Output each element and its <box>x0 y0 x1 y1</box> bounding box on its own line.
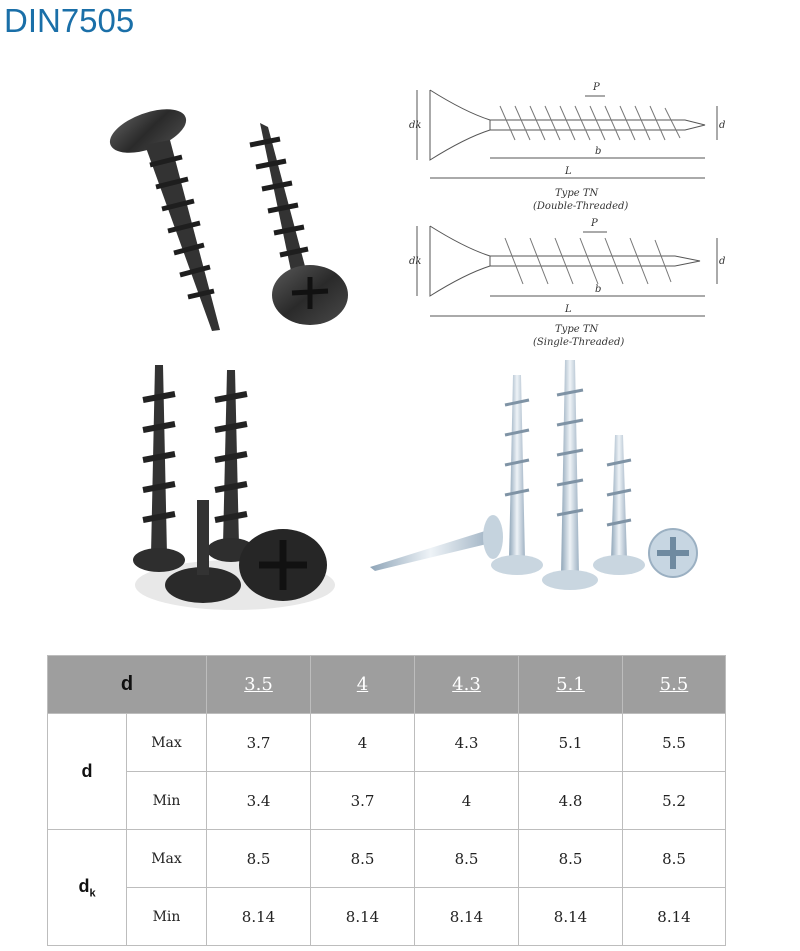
table-cell: 8.14 <box>311 888 415 946</box>
table-cell: 8.14 <box>415 888 519 946</box>
table-corner-header: d <box>48 656 207 714</box>
page-title: DIN7505 <box>4 2 135 39</box>
table-cell: 8.5 <box>623 830 726 888</box>
thread-length-label: b <box>595 284 602 295</box>
table-cell: 8.14 <box>623 888 726 946</box>
technical-drawings <box>405 78 725 353</box>
total-length-label: L <box>565 166 572 177</box>
black-screws-photo <box>100 95 390 345</box>
row-group-label: d <box>48 714 127 830</box>
row-group-label-main: d <box>78 875 90 896</box>
thread-diameter-label: d <box>719 120 725 131</box>
row-label: Min <box>127 888 207 946</box>
table-cell: 8.5 <box>311 830 415 888</box>
table-cell: 4 <box>415 772 519 830</box>
thread-length-label: b <box>595 146 602 157</box>
row-group-label-sub: k <box>89 887 96 900</box>
size-header: 5.5 <box>623 656 726 714</box>
table-cell: 8.5 <box>519 830 623 888</box>
table-header-row <box>48 656 726 714</box>
size-header: 5.1 <box>519 656 623 714</box>
table-cell: 5.1 <box>519 714 623 772</box>
row-label: Max <box>127 714 207 772</box>
table-cell: 8.14 <box>519 888 623 946</box>
row-group-label <box>48 830 127 946</box>
table-cell: 8.14 <box>207 888 311 946</box>
table-cell: 8.5 <box>415 830 519 888</box>
drawing-caption-2: (Single-Threaded) <box>533 337 625 348</box>
table-cell: 4.8 <box>519 772 623 830</box>
zinc-screws-photo <box>365 355 720 595</box>
drawing-caption-2: (Double-Threaded) <box>533 201 629 212</box>
table-cell: 3.7 <box>311 772 415 830</box>
row-label: Min <box>127 772 207 830</box>
table-cell: 3.4 <box>207 772 311 830</box>
table-row <box>48 772 726 830</box>
drawing-caption-1: Type TN <box>555 324 599 335</box>
thread-diameter-label: d <box>719 256 725 267</box>
table-row <box>48 714 726 772</box>
table-cell: 4 <box>311 714 415 772</box>
head-diameter-label: dk <box>409 120 422 131</box>
pitch-label: P <box>593 82 600 93</box>
size-header: 4.3 <box>415 656 519 714</box>
head-diameter-label: dk <box>409 256 422 267</box>
row-label: Max <box>127 830 207 888</box>
spec-table <box>47 655 726 946</box>
table-cell: 8.5 <box>207 830 311 888</box>
size-header: 4 <box>311 656 415 714</box>
drawing-caption-1: Type TN <box>555 188 599 199</box>
table-cell: 3.7 <box>207 714 311 772</box>
table-cell: 5.5 <box>623 714 726 772</box>
black-screws-standing-photo <box>125 360 345 620</box>
pitch-label: P <box>591 218 598 229</box>
total-length-label: L <box>565 304 572 315</box>
table-cell: 4.3 <box>415 714 519 772</box>
table-row <box>48 888 726 946</box>
table-row <box>48 830 726 888</box>
table-cell: 5.2 <box>623 772 726 830</box>
size-header: 3.5 <box>207 656 311 714</box>
